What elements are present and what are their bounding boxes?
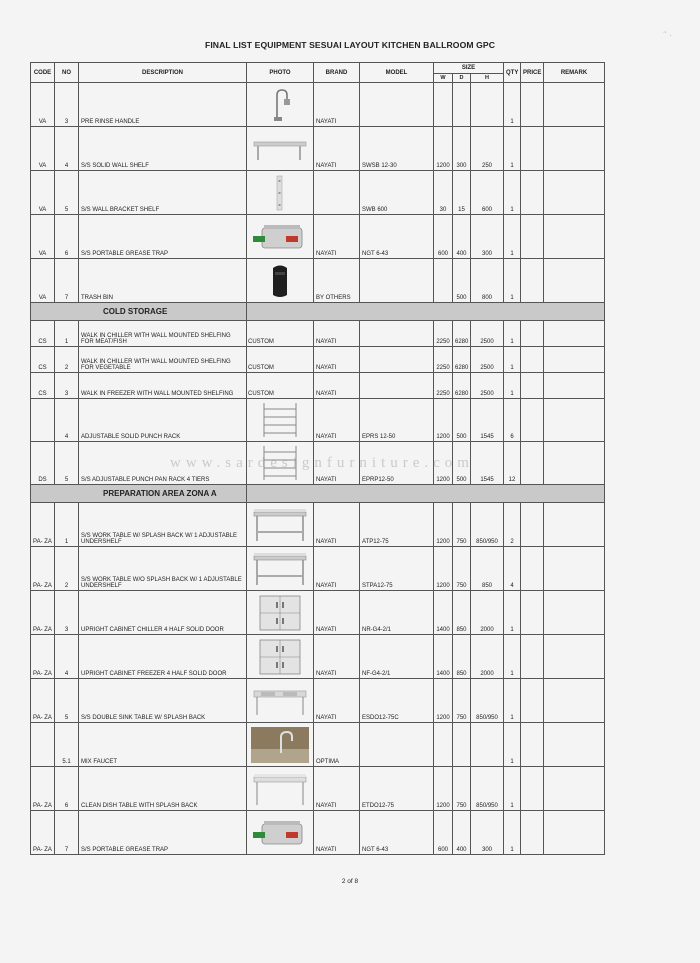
depth-cell: 500 [453, 442, 471, 485]
width-cell: 600 [434, 811, 453, 855]
description-cell: S/S PORTABLE GREASE TRAP [79, 215, 247, 259]
table-row [31, 83, 605, 127]
height-cell: 1545 [471, 442, 504, 485]
width-cell: 1200 [434, 399, 453, 442]
cabinet-icon [248, 638, 312, 676]
width-cell: 1200 [434, 442, 453, 485]
width-cell: 30 [434, 171, 453, 215]
height-cell: 850/950 [471, 503, 504, 547]
code-cell: VA [31, 259, 55, 303]
qty-cell: 6 [504, 399, 521, 442]
no-cell: 3 [55, 591, 79, 635]
qty-cell: 1 [504, 347, 521, 373]
col-header-qty: QTY [504, 63, 521, 83]
photo-cell [247, 259, 314, 303]
remark-cell [544, 127, 605, 171]
remark-cell [544, 373, 605, 399]
price-cell [521, 547, 544, 591]
width-cell: 1200 [434, 503, 453, 547]
model-cell [360, 259, 434, 303]
table-row [31, 723, 605, 767]
photo-cell [247, 127, 314, 171]
remark-cell [544, 811, 605, 855]
width-cell: 600 [434, 215, 453, 259]
model-cell: NF-G4-2/1 [360, 635, 434, 679]
brand-cell: BY OTHERS [314, 259, 360, 303]
brand-cell: NAYATI [314, 83, 360, 127]
height-cell: 850/950 [471, 767, 504, 811]
model-cell: NGT 6-43 [360, 811, 434, 855]
qty-cell: 4 [504, 547, 521, 591]
table-row [31, 767, 605, 811]
price-cell [521, 635, 544, 679]
brand-cell [314, 171, 360, 215]
qty-cell: 1 [504, 811, 521, 855]
code-cell: VA [31, 127, 55, 171]
photo-cell [247, 503, 314, 547]
description-cell: WALK IN FREEZER WITH WALL MOUNTED SHELFING [79, 373, 247, 399]
model-cell: ESDO12-75C [360, 679, 434, 723]
qty-cell: 12 [504, 442, 521, 485]
col-header-d: D [453, 74, 471, 83]
depth-cell: 850 [453, 635, 471, 679]
description-cell: S/S DOUBLE SINK TABLE W/ SPLASH BACK [79, 679, 247, 723]
description-cell: UPRIGHT CABINET FREEZER 4 HALF SOLID DOOR [79, 635, 247, 679]
col-header-size: SIZE [434, 63, 504, 74]
table-row [31, 215, 605, 259]
depth-cell: 6280 [453, 321, 471, 347]
code-cell: CS [31, 321, 55, 347]
height-cell: 2500 [471, 373, 504, 399]
col-header-h: H [471, 74, 504, 83]
section-row [31, 303, 605, 321]
price-cell [521, 259, 544, 303]
remark-cell [544, 503, 605, 547]
section-cold-storage [31, 303, 605, 321]
table-row [31, 347, 605, 373]
code-cell: CS [31, 373, 55, 399]
description-cell: S/S WORK TABLE W/O SPLASH BACK W/ 1 ADJUSTABLE UNDERSHELF [79, 547, 247, 591]
no-cell: 5.1 [55, 723, 79, 767]
price-cell [521, 373, 544, 399]
model-cell: STPA12-75 [360, 547, 434, 591]
photo-cell [247, 723, 314, 767]
photo-cell [247, 547, 314, 591]
height-cell: 2500 [471, 347, 504, 373]
mix-faucet-icon [248, 727, 312, 763]
qty-cell: 1 [504, 321, 521, 347]
depth-cell: 750 [453, 767, 471, 811]
qty-cell: 1 [504, 591, 521, 635]
section-title-prep-area: PREPARATION AREA ZONA A [31, 485, 247, 503]
table-row [31, 399, 605, 442]
description-cell: PRE RINSE HANDLE [79, 83, 247, 127]
col-header-code: CODE [31, 63, 55, 83]
photo-cell [247, 171, 314, 215]
photo-cell [247, 215, 314, 259]
price-cell [521, 767, 544, 811]
width-cell: 1200 [434, 679, 453, 723]
table-row [31, 503, 605, 547]
no-cell: 5 [55, 442, 79, 485]
grease-trap-icon [248, 816, 312, 850]
description-cell: S/S ADJUSTABLE PUNCH PAN RACK 4 TIERS [79, 442, 247, 485]
remark-cell [544, 399, 605, 442]
model-cell [360, 373, 434, 399]
brand-cell: NAYATI [314, 442, 360, 485]
photo-cell: CUSTOM [247, 347, 314, 373]
model-cell [360, 83, 434, 127]
code-cell: VA [31, 171, 55, 215]
work-table-icon [248, 507, 312, 543]
qty-cell: 1 [504, 259, 521, 303]
table-body-prep-area [31, 503, 605, 855]
col-header-remark: REMARK [544, 63, 605, 83]
price-cell [521, 347, 544, 373]
description-cell: S/S WORK TABLE W/ SPLASH BACK W/ 1 ADJUSTABLE UNDERSHELF [79, 503, 247, 547]
brand-cell: NAYATI [314, 215, 360, 259]
no-cell: 6 [55, 767, 79, 811]
page-title: FINAL LIST EQUIPMENT SESUAI LAYOUT KITCHEN BALLROOM GPC [204, 40, 496, 50]
qty-cell: 1 [504, 767, 521, 811]
col-header-brand: BRAND [314, 63, 360, 83]
code-cell: PA- ZA [31, 811, 55, 855]
no-cell: 3 [55, 83, 79, 127]
table-row [31, 321, 605, 347]
photo-cell [247, 83, 314, 127]
qty-cell: 1 [504, 679, 521, 723]
dish-table-icon [248, 771, 312, 807]
table-row [31, 373, 605, 399]
brand-cell: NAYATI [314, 811, 360, 855]
qty-cell: 1 [504, 215, 521, 259]
sink-table-icon [248, 683, 312, 719]
code-cell: VA [31, 215, 55, 259]
remark-cell [544, 442, 605, 485]
depth-cell: 300 [453, 127, 471, 171]
description-cell: TRASH BIN [79, 259, 247, 303]
price-cell [521, 679, 544, 723]
price-cell [521, 127, 544, 171]
trash-bin-icon [248, 262, 312, 300]
depth-cell: 15 [453, 171, 471, 215]
width-cell: 2250 [434, 321, 453, 347]
qty-cell: 2 [504, 503, 521, 547]
model-cell: NR-G4-2/1 [360, 591, 434, 635]
model-cell: ETDO12-75 [360, 767, 434, 811]
no-cell: 7 [55, 259, 79, 303]
table-header-row [31, 63, 605, 74]
table-row [31, 679, 605, 723]
remark-cell [544, 547, 605, 591]
cabinet-icon [248, 594, 312, 632]
width-cell [434, 723, 453, 767]
code-cell: VA [31, 83, 55, 127]
code-cell [31, 399, 55, 442]
remark-cell [544, 723, 605, 767]
description-cell: S/S SOLID WALL SHELF [79, 127, 247, 171]
brand-cell: OPTIMA [314, 723, 360, 767]
rack-icon [248, 401, 312, 439]
price-cell [521, 171, 544, 215]
description-cell: UPRIGHT CABINET CHILLER 4 HALF SOLID DOOR [79, 591, 247, 635]
no-cell: 4 [55, 127, 79, 171]
brand-cell: NAYATI [314, 679, 360, 723]
height-cell: 2500 [471, 321, 504, 347]
table-row [31, 171, 605, 215]
description-cell: CLEAN DISH TABLE WITH SPLASH BACK [79, 767, 247, 811]
depth-cell: 6280 [453, 347, 471, 373]
brand-cell: NAYATI [314, 127, 360, 171]
price-cell [521, 321, 544, 347]
code-cell: PA- ZA [31, 679, 55, 723]
width-cell: 1200 [434, 767, 453, 811]
height-cell: 850 [471, 547, 504, 591]
qty-cell: 1 [504, 373, 521, 399]
no-cell: 1 [55, 321, 79, 347]
qty-cell: 1 [504, 83, 521, 127]
table-body-va [31, 83, 605, 303]
col-header-w: W [434, 74, 453, 83]
price-cell [521, 215, 544, 259]
model-cell: NGT 6-43 [360, 215, 434, 259]
no-cell: 2 [55, 347, 79, 373]
code-cell: PA- ZA [31, 547, 55, 591]
no-cell: 6 [55, 215, 79, 259]
qty-cell: 1 [504, 635, 521, 679]
brand-cell: NAYATI [314, 347, 360, 373]
width-cell: 1200 [434, 127, 453, 171]
work-table-icon [248, 551, 312, 587]
model-cell: EPRS 12-50 [360, 399, 434, 442]
brand-cell: NAYATI [314, 547, 360, 591]
brand-cell: NAYATI [314, 399, 360, 442]
code-cell [31, 723, 55, 767]
remark-cell [544, 215, 605, 259]
height-cell [471, 723, 504, 767]
page-number: 2 of 8 [341, 878, 359, 885]
brand-cell: NAYATI [314, 373, 360, 399]
height-cell: 850/950 [471, 679, 504, 723]
height-cell: 2000 [471, 591, 504, 635]
model-cell: SWSB 12-30 [360, 127, 434, 171]
code-cell: PA- ZA [31, 591, 55, 635]
table-row [31, 547, 605, 591]
no-cell: 1 [55, 503, 79, 547]
model-cell: EPRP12-50 [360, 442, 434, 485]
width-cell [434, 83, 453, 127]
remark-cell [544, 591, 605, 635]
grease-trap-icon [248, 220, 312, 254]
brand-cell: NAYATI [314, 767, 360, 811]
section-prep-area [31, 485, 605, 503]
depth-cell: 750 [453, 503, 471, 547]
description-cell: ADJUSTABLE SOLID PUNCH RACK [79, 399, 247, 442]
no-cell: 3 [55, 373, 79, 399]
code-cell: CS [31, 347, 55, 373]
brand-cell: NAYATI [314, 635, 360, 679]
faucet-icon [248, 87, 312, 123]
price-cell [521, 503, 544, 547]
description-cell: S/S WALL BRACKET SHELF [79, 171, 247, 215]
remark-cell [544, 171, 605, 215]
depth-cell: 750 [453, 679, 471, 723]
depth-cell: 500 [453, 399, 471, 442]
depth-cell: 6280 [453, 373, 471, 399]
model-cell: SWB 600 [360, 171, 434, 215]
brand-cell: NAYATI [314, 503, 360, 547]
code-cell: PA- ZA [31, 767, 55, 811]
section-title-cold-storage: COLD STORAGE [31, 303, 247, 321]
price-cell [521, 591, 544, 635]
remark-cell [544, 679, 605, 723]
depth-cell: 750 [453, 547, 471, 591]
table-row [31, 591, 605, 635]
height-cell [471, 83, 504, 127]
depth-cell: 500 [453, 259, 471, 303]
code-cell: PA- ZA [31, 635, 55, 679]
no-cell: 4 [55, 399, 79, 442]
photo-cell: CUSTOM [247, 373, 314, 399]
height-cell: 1545 [471, 399, 504, 442]
remark-cell [544, 83, 605, 127]
depth-cell: 400 [453, 215, 471, 259]
remark-cell [544, 259, 605, 303]
width-cell: 1400 [434, 591, 453, 635]
scan-corner-mark: ˜ · [663, 30, 672, 40]
description-cell: WALK IN CHILLER WITH WALL MOUNTED SHELFING FOR MEAT/FISH [79, 321, 247, 347]
photo-cell [247, 767, 314, 811]
remark-cell [544, 347, 605, 373]
wall-shelf-icon [248, 134, 312, 164]
height-cell: 300 [471, 811, 504, 855]
no-cell: 5 [55, 171, 79, 215]
model-cell: ATP12-75 [360, 503, 434, 547]
brand-cell: NAYATI [314, 321, 360, 347]
height-cell: 300 [471, 215, 504, 259]
price-cell [521, 83, 544, 127]
table-row [31, 259, 605, 303]
no-cell: 7 [55, 811, 79, 855]
price-cell [521, 723, 544, 767]
watermark: www.sardesignfurniture.com [170, 455, 474, 471]
description-cell: S/S PORTABLE GREASE TRAP [79, 811, 247, 855]
price-cell [521, 399, 544, 442]
brand-cell: NAYATI [314, 591, 360, 635]
price-cell [521, 442, 544, 485]
description-cell: MIX FAUCET [79, 723, 247, 767]
qty-cell: 1 [504, 127, 521, 171]
model-cell [360, 321, 434, 347]
photo-cell [247, 679, 314, 723]
section-row [31, 485, 605, 503]
code-cell: PA- ZA [31, 503, 55, 547]
remark-cell [544, 767, 605, 811]
remark-cell [544, 321, 605, 347]
height-cell: 600 [471, 171, 504, 215]
col-header-no: NO [55, 63, 79, 83]
no-cell: 4 [55, 635, 79, 679]
depth-cell: 400 [453, 811, 471, 855]
height-cell: 800 [471, 259, 504, 303]
col-header-price: PRICE [521, 63, 544, 83]
qty-cell: 1 [504, 171, 521, 215]
col-header-description: DESCRIPTION [79, 63, 247, 83]
photo-cell [247, 811, 314, 855]
table-row [31, 127, 605, 171]
depth-cell [453, 83, 471, 127]
model-cell [360, 723, 434, 767]
bracket-icon [248, 174, 312, 212]
code-cell: DS [31, 442, 55, 485]
photo-cell: CUSTOM [247, 321, 314, 347]
no-cell: 5 [55, 679, 79, 723]
width-cell: 1400 [434, 635, 453, 679]
width-cell: 2250 [434, 347, 453, 373]
width-cell: 1200 [434, 547, 453, 591]
photo-cell [247, 635, 314, 679]
photo-cell [247, 591, 314, 635]
width-cell: 2250 [434, 373, 453, 399]
table-row [31, 635, 605, 679]
col-header-model: MODEL [360, 63, 434, 83]
photo-cell [247, 399, 314, 442]
depth-cell: 850 [453, 591, 471, 635]
remark-cell [544, 635, 605, 679]
price-cell [521, 811, 544, 855]
width-cell [434, 259, 453, 303]
height-cell: 2000 [471, 635, 504, 679]
model-cell [360, 347, 434, 373]
description-cell: WALK IN CHILLER WITH WALL MOUNTED SHELFING FOR VEGETABLE [79, 347, 247, 373]
no-cell: 2 [55, 547, 79, 591]
height-cell: 250 [471, 127, 504, 171]
col-header-photo: PHOTO [247, 63, 314, 83]
depth-cell [453, 723, 471, 767]
table-row [31, 811, 605, 855]
qty-cell: 1 [504, 723, 521, 767]
